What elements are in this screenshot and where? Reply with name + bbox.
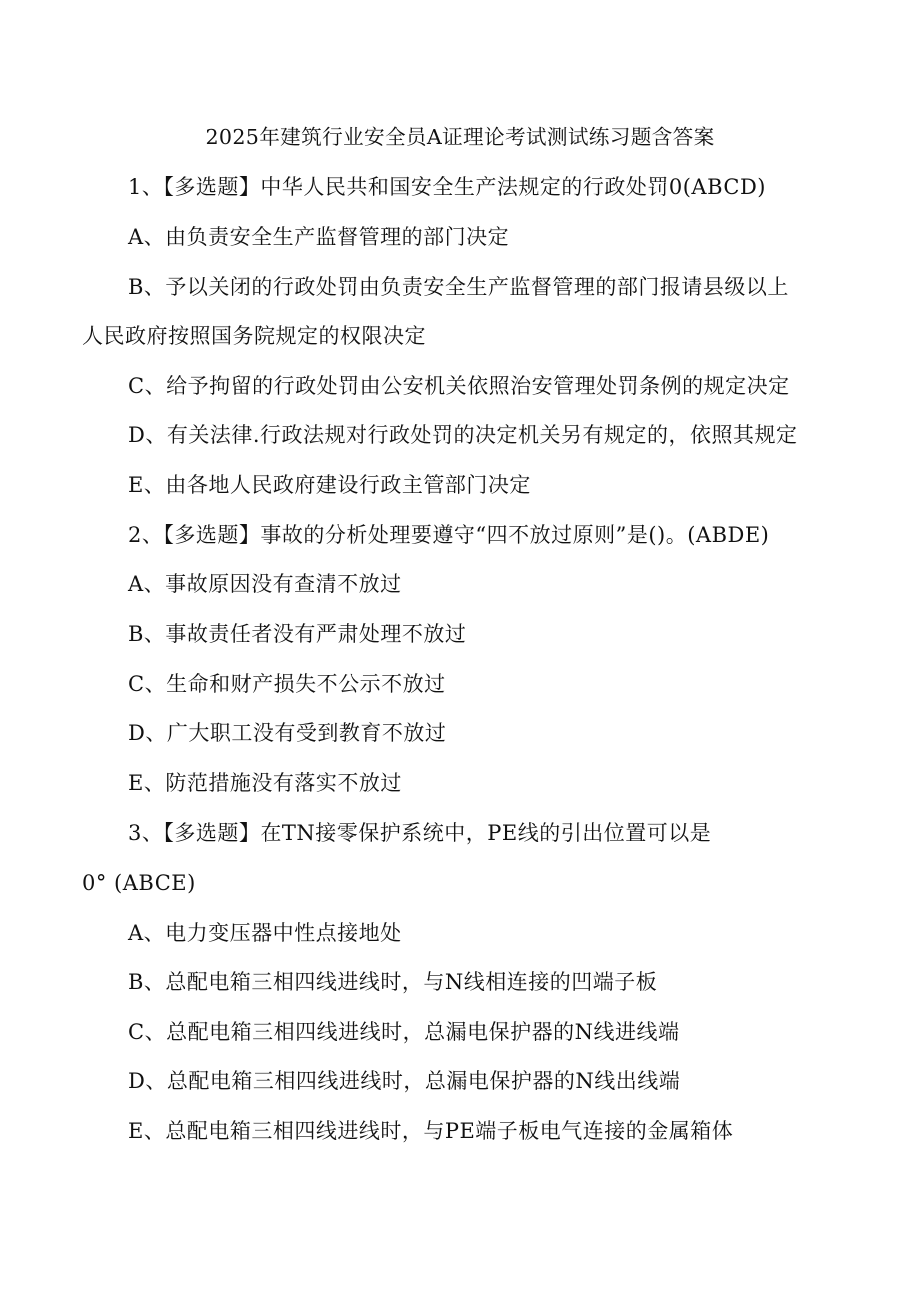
question-3-option-e: E、总配电箱三相四线进线时，与PE端子板电气连接的金属箱体 [128, 1119, 734, 1143]
question-2-option-e: E、防范措施没有落实不放过 [128, 771, 402, 795]
question-3-option-c: C、总配电箱三相四线进线时，总漏电保护器的N线进线端 [128, 1020, 680, 1044]
document-title: 2025年建筑行业安全员A证理论考试测试练习题含答案 [205, 125, 715, 149]
question-1-option-c: C、给予拘留的行政处罚由公安机关依照治安管理处罚条例的规定决定 [128, 374, 790, 398]
question-1-option-a: A、由负责安全生产监督管理的部门决定 [128, 225, 510, 249]
question-2-stem: 2、【多选题】事故的分析处理要遵守“四不放过原则”是()。(ABDE) [128, 523, 770, 547]
question-1-stem: 1、【多选题】中华人民共和国安全生产法规定的行政处罚0(ABCD) [128, 175, 766, 199]
question-1-option-e: E、由各地人民政府建设行政主管部门决定 [128, 473, 531, 497]
question-2-option-d: D、广大职工没有受到教育不放过 [128, 721, 447, 745]
question-2-option-a: A、事故原因没有查清不放过 [128, 572, 402, 596]
question-2-option-c: C、生命和财产损失不公示不放过 [128, 672, 446, 696]
question-1-option-b-continued: 人民政府按照国务院规定的权限决定 [82, 324, 426, 348]
question-3-stem-continued: 0° (ABCE) [82, 871, 196, 895]
question-3-stem: 3、【多选题】在TN接零保护系统中，PE线的引出位置可以是 [128, 821, 712, 845]
question-3-option-d: D、总配电箱三相四线进线时，总漏电保护器的N线出线端 [128, 1069, 681, 1093]
question-3-option-b: B、总配电箱三相四线进线时，与N线相连接的凹端子板 [128, 970, 658, 994]
question-3-option-a: A、电力变压器中性点接地处 [128, 921, 402, 945]
question-1-option-d: D、有关法律.行政法规对行政处罚的决定机关另有规定的，依照其规定 [128, 423, 798, 447]
question-1-option-b: B、予以关闭的行政处罚由负责安全生产监督管理的部门报请县级以上 [128, 275, 789, 299]
question-2-option-b: B、事故责任者没有严肃处理不放过 [128, 622, 467, 646]
